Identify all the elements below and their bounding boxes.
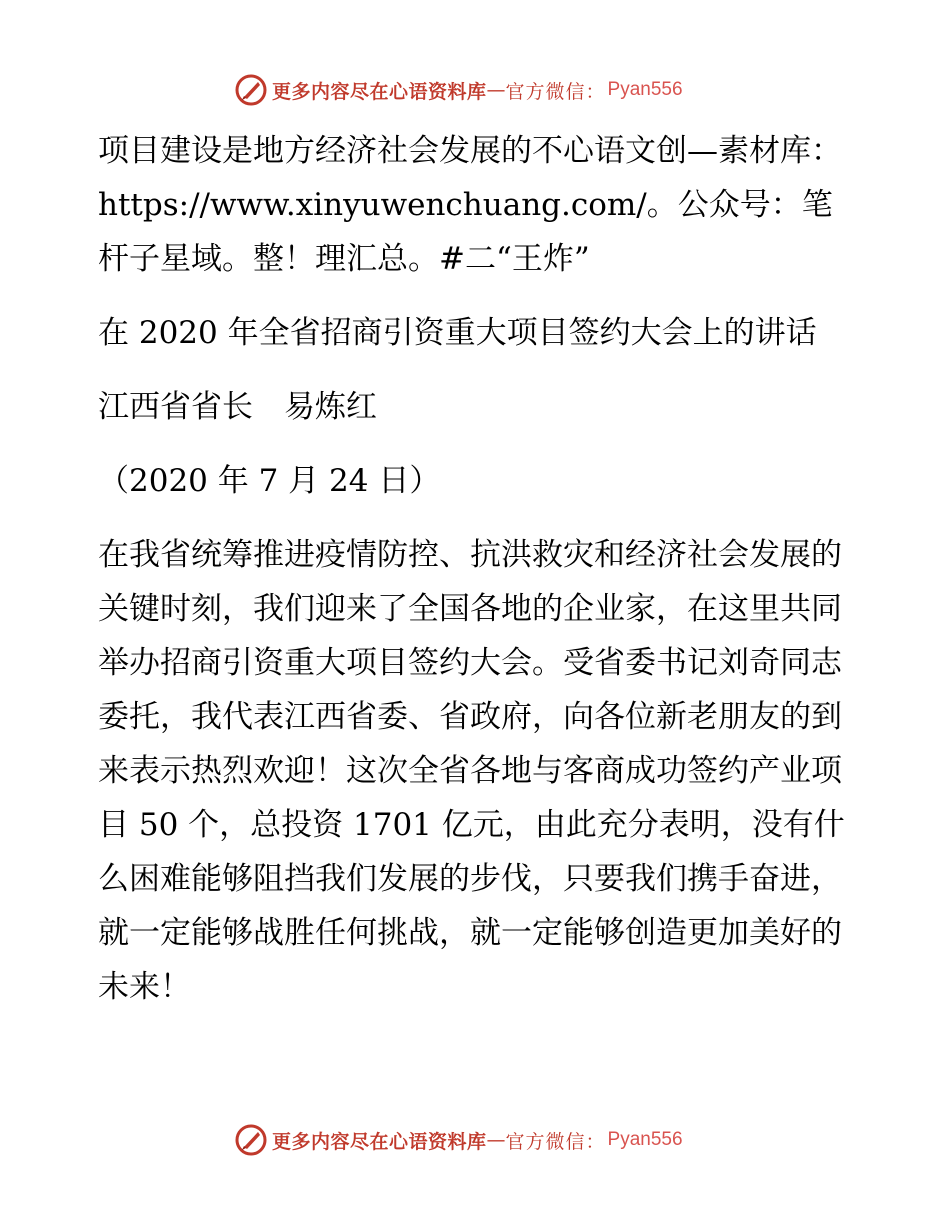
banner-wechat-id: Pyan556	[607, 79, 683, 100]
intro-paragraph: 项目建设是地方经济社会发展的不心语文创—素材库：https://www.xinyuwenchuang.com/。公众号：笔杆子星域。整！理汇总。#二“王炸”	[98, 133, 842, 277]
header-watermark-banner	[234, 72, 683, 108]
banner-dash: —	[486, 1129, 506, 1151]
banner-site-name: 更多内容尽在心语资料库	[272, 80, 487, 103]
body-paragraph: 在我省统筹推进疫情防控、抗洪救灾和经济社会发展的关键时刻，我们迎来了全国各地的企业家，在这里共同举办招商引资重大项目签约大会。受省委书记刘奇同志委托，我代表江西省委、省政府，向各位新老朋友的到来表示热烈欢迎！这次全省各地与客商成功签约产业项目 50 个，总投资 1701 亿元，由此充分表明，没有什么困难能够阻挡我们发展的步伐，只要我们携手奋进，就一定能够战胜任何挑战，就一定能够创造更加美好的未来！	[98, 537, 845, 1005]
banner-wechat-label: 官方微信：	[505, 80, 606, 103]
speech-title: 在 2020 年全省招商引资重大项目签约大会上的讲话	[98, 315, 817, 351]
banner-wechat-label: 官方微信：	[505, 1130, 606, 1153]
footer-watermark-banner	[234, 1122, 683, 1158]
red-quill-logo-icon	[234, 73, 268, 107]
speech-author: 江西省省长 易炼红	[98, 389, 377, 425]
banner-dash: —	[486, 79, 506, 101]
banner-wechat-id: Pyan556	[607, 1129, 683, 1150]
red-quill-logo-icon	[234, 1123, 268, 1157]
speech-date: （2020 年 7 月 24 日）	[98, 463, 441, 499]
document-body	[98, 124, 848, 1014]
banner-site-name: 更多内容尽在心语资料库	[272, 1130, 487, 1153]
